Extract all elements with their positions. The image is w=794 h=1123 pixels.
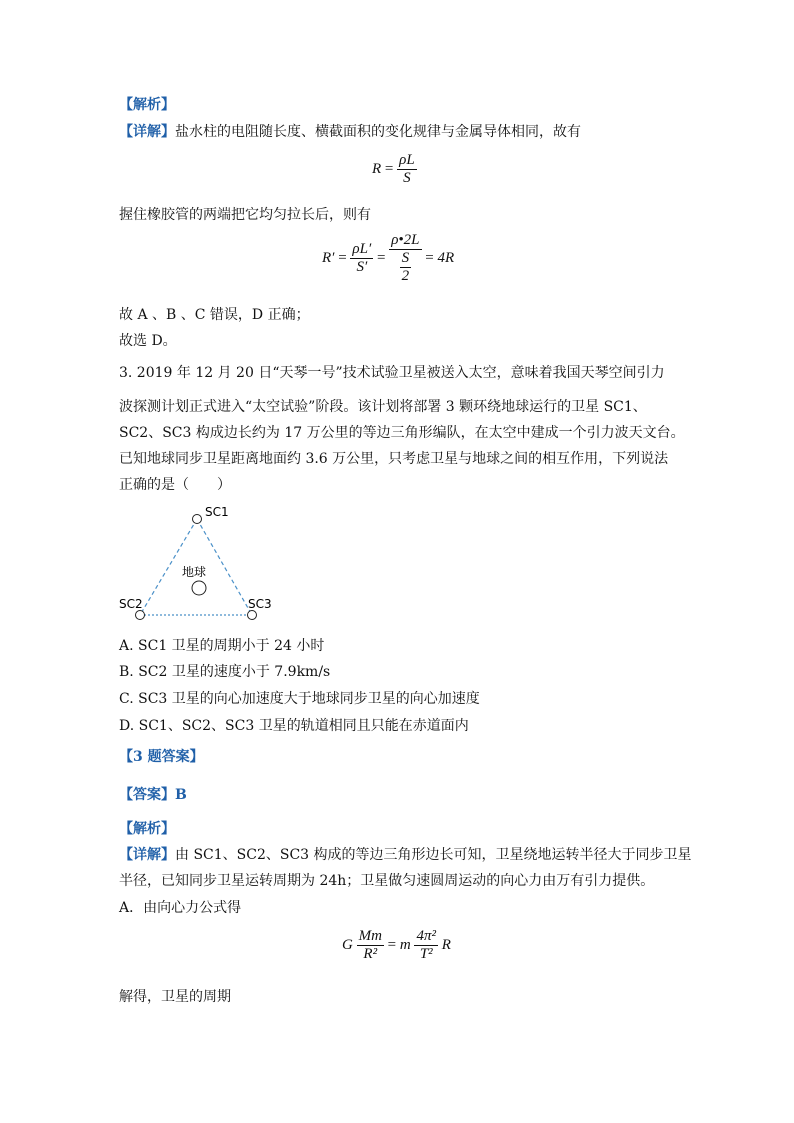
analysis-heading: 【解析】	[119, 97, 175, 113]
fraction-denominator	[389, 250, 421, 285]
earth-icon	[192, 581, 206, 595]
fraction-numerator: ρL	[399, 152, 415, 168]
question-line-4: 已知地球同步卫星距离地面约 3.6 万公里，只考虑卫星与地球之间的相互作用，下列说法	[119, 451, 669, 467]
sc2-satellite-icon	[136, 611, 145, 620]
option-b: B. SC2 卫星的速度小于 7.9km/s	[119, 664, 331, 680]
detail-tag: 【详解】	[119, 124, 175, 140]
formula-lhs: R′	[322, 249, 335, 266]
formula-fraction-2	[389, 232, 421, 285]
fraction-denominator: S′	[356, 259, 368, 275]
formula-fraction-gravity	[357, 928, 384, 963]
sc3-label: SC3	[248, 597, 272, 611]
sc2-label: SC2	[119, 597, 143, 611]
fraction-numerator: Mm	[358, 928, 382, 944]
formula-eq: =	[338, 249, 347, 266]
detail-text-2: 由 SC1、SC2、SC3 构成的等边三角形边长可知，卫星绕地运转半径大于同步卫星	[175, 847, 692, 863]
formula-eq: =	[377, 249, 386, 266]
nested-denominator: 2	[401, 268, 410, 284]
formula-r: R	[441, 936, 451, 953]
answer-heading: 【3 题答案】	[119, 749, 204, 765]
formula-lhs: R	[372, 160, 382, 177]
question-line-5: 正确的是（ ）	[119, 477, 231, 493]
option-c: C. SC3 卫星的向心加速度大于地球同步卫星的向心加速度	[119, 691, 480, 707]
option-a: A. SC1 卫星的周期小于 24 小时	[119, 638, 325, 654]
fraction-numerator: ρL′	[352, 241, 372, 257]
solve-line: 解得，卫星的周期	[119, 989, 231, 1005]
stretch-paragraph: 握住橡胶管的两端把它均匀拉长后，则有	[119, 207, 371, 223]
conclusion-line-2: 故选 D。	[119, 333, 177, 349]
fraction-numerator: ρ•2L	[391, 232, 420, 248]
formula-m: m	[399, 936, 411, 953]
formula-resistance	[372, 152, 417, 187]
fraction-denominator: T²	[419, 946, 433, 962]
formula-fraction-1	[350, 241, 373, 276]
detail-line-2: 半径，已知同步卫星运转周期为 24h；卫星做匀速圆周运动的向心力由万有引力提供。	[119, 873, 655, 889]
conclusion-line-1: 故 A 、B 、C 错误，D 正确；	[119, 307, 310, 323]
fraction-denominator: R²	[363, 946, 378, 962]
formula-stretched-resistance	[322, 232, 454, 285]
nested-fraction	[400, 250, 412, 285]
detail-tag-2: 【详解】	[119, 847, 175, 863]
detail-line-1	[119, 846, 692, 864]
formula-eq: =	[425, 249, 434, 266]
question-line-1: 3. 2019 年 12 月 20 日“天琴一号”技术试验卫星被送入太空，意味着我国天琴空间引力	[119, 365, 665, 381]
fraction-numerator: 4π²	[416, 928, 436, 944]
formula-rhs: 4R	[437, 249, 455, 266]
formula-fraction	[397, 152, 417, 187]
formula-eq: =	[384, 160, 394, 177]
earth-label: 地球	[182, 565, 207, 579]
nested-numerator: S	[401, 250, 410, 266]
formula-g: G	[342, 936, 353, 953]
formula-eq: =	[387, 936, 397, 953]
sc1-label: SC1	[205, 505, 229, 519]
part-a-text: A．由向心力公式得	[119, 900, 242, 916]
question-line-2: 波探测计划正式进入“太空试验”阶段。该计划将部署 3 颗环绕地球运行的卫星 SC1、	[119, 399, 647, 415]
detail-text: 盐水柱的电阻随长度、横截面积的变化规律与金属导体相同，故有	[175, 124, 581, 140]
satellite-triangle-diagram	[115, 500, 285, 620]
detail-paragraph	[119, 123, 581, 141]
analysis-heading-2: 【解析】	[119, 821, 175, 837]
fraction-denominator: S	[403, 170, 411, 186]
formula-fraction-period	[414, 928, 438, 963]
option-d: D. SC1、SC2、SC3 卫星的轨道相同且只能在赤道面内	[119, 718, 469, 734]
answer-value: 【答案】B	[119, 787, 187, 803]
sc1-satellite-icon	[193, 515, 202, 524]
question-line-3: SC2、SC3 构成边长约为 17 万公里的等边三角形编队，在太空中建成一个引力波天文台。	[119, 425, 685, 441]
formula-centripetal	[342, 928, 451, 963]
sc3-satellite-icon	[248, 611, 257, 620]
